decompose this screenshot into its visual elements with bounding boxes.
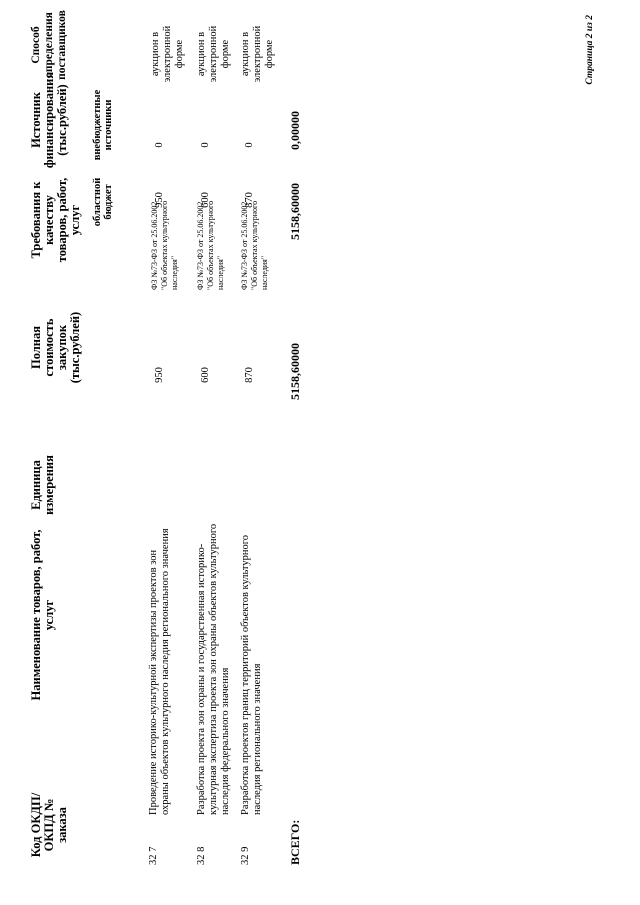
- row-3-cost: 870: [244, 367, 255, 383]
- row-2-cost: 600: [200, 367, 211, 383]
- row-3-method: аукцион в электронной форме: [240, 25, 275, 83]
- header-name: Наименование товаров, работ, услуг: [29, 529, 56, 701]
- header-cost: Полная стоимость закупок (тыс.рублей): [29, 311, 82, 384]
- row-3-requirements: ФЗ №73-ФЗ от 25.06.2002 "Об объектах культурного наследия": [240, 200, 269, 290]
- row-1-regional: 950: [154, 192, 165, 208]
- row-1-name: Проведение историко-культурной экспертизы проектов зон охраны объектов культурного наследия регионального значения: [148, 528, 171, 815]
- page-number: Страница 2 из 2: [585, 15, 595, 85]
- row-3-regional: 870: [244, 192, 255, 208]
- total-extra: 0,00000: [288, 111, 302, 150]
- row-1-requirements: ФЗ №73-ФЗ от 25.06.2002 "Об объектах культурного наследия": [150, 200, 179, 290]
- header-unit: Единица измерения: [29, 455, 56, 515]
- header-method: Способ определения поставщиков: [30, 10, 68, 80]
- header-requirements: Требования к качеству товаров, работ, услуг: [29, 177, 82, 263]
- header-code: Код ОКДП/ ОКПД № заказа: [29, 792, 69, 858]
- row-2-regional: 600: [200, 192, 211, 208]
- total-label: ВСЕГО:: [288, 819, 302, 865]
- row-2-name: Разработка проекта зон охраны и государственная историко-культурная экспертиза проекта зон охраны объектов культурного наследия федерального значения: [196, 523, 231, 815]
- row-1-method: аукцион в электронной форме: [150, 25, 185, 83]
- total-cost: 5158,60000: [288, 343, 302, 400]
- row-3-extra: 0: [244, 142, 255, 148]
- row-1-cost: 950: [154, 367, 165, 383]
- header-source-regional: областной бюджет: [92, 177, 114, 227]
- row-2-method: аукцион в электронной форме: [196, 25, 231, 83]
- row-2-requirements: ФЗ №73-ФЗ от 25.06.2002 "Об объектах культурного наследия": [196, 200, 225, 290]
- row-2-code: 32 8: [196, 846, 207, 865]
- header-source-extra: внебюджетные источники: [92, 89, 114, 161]
- header-source: Источник финансирования (тыс.рублей): [29, 71, 69, 169]
- total-regional: 5158,60000: [288, 183, 302, 240]
- row-3-code: 32 9: [240, 846, 251, 865]
- row-1-extra: 0: [154, 142, 165, 148]
- row-2-extra: 0: [200, 142, 211, 148]
- row-3-name: Разработка проектов границ территорий объектов культурного наследия регионального значения: [240, 534, 263, 815]
- row-1-code: 32 7: [148, 846, 159, 865]
